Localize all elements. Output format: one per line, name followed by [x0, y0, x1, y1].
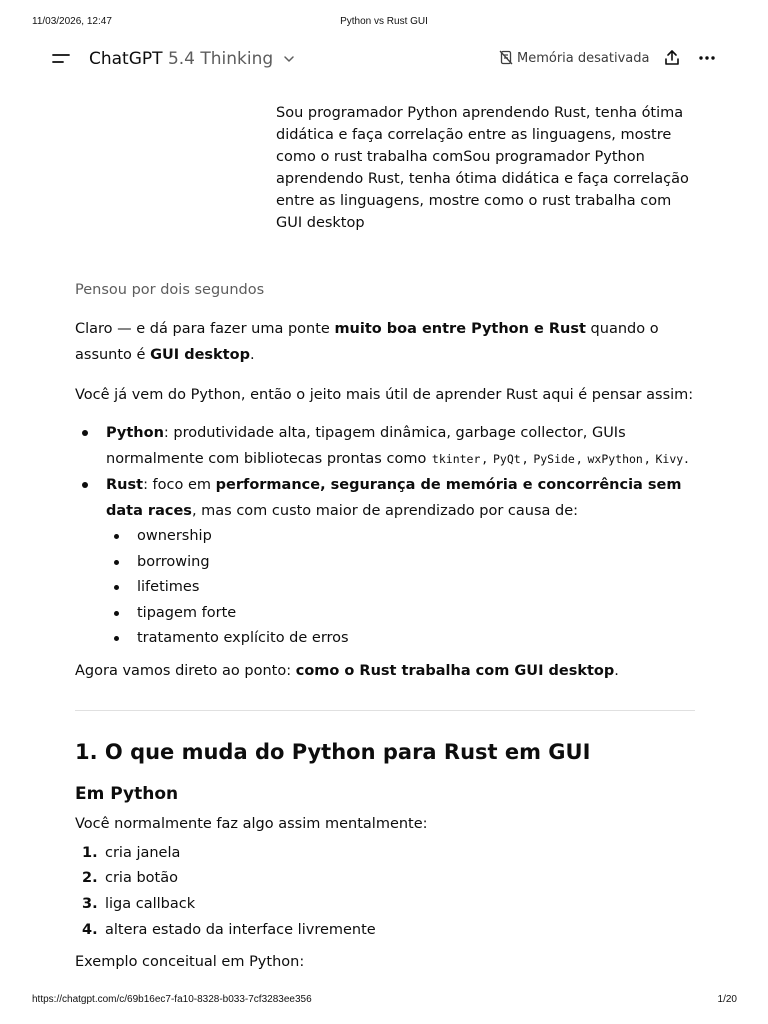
list-item-python: Python: produtividade alta, tipagem dinâmica, garbage collector, GUIs normalmente com bibliotecas prontas como tkinter , PyQt , PySide , wxPython , Kivy.: [75, 420, 695, 472]
list-item: borrowing: [106, 550, 695, 576]
inline-code: wxPython: [587, 452, 643, 466]
comparison-list: [75, 420, 695, 652]
more-icon: [697, 48, 717, 68]
user-message: Sou programador Python aprendendo Rust, tenha ótima didática e faça correlação entre as linguagens, mostre como o rust trabalha comSou programador Python aprendendo Rust, tenha ótima didática e faça correlação entre as linguagens, mostre como o rust trabalha com GUI desktop: [276, 105, 689, 231]
model-version: 5.4 Thinking: [162, 49, 274, 69]
list-item: 1. cria janela: [82, 844, 181, 861]
list-item: 2. cria botão: [82, 870, 178, 887]
print-footer: [0, 994, 768, 1008]
inline-code: PyQt: [493, 452, 521, 466]
more-options-button[interactable]: [697, 48, 717, 68]
assistant-message: [75, 278, 695, 975]
direct-paragraph: Agora vamos direto ao ponto: como o Rust trabalha com GUI desktop.: [75, 662, 619, 679]
intro-paragraph: Claro — e dá para fazer uma ponte muito boa entre Python e Rust quando o assunto é GUI desktop.: [75, 321, 659, 363]
print-datetime: 11/03/2026, 12:47: [32, 16, 112, 27]
section-heading: 1. O que muda do Python para Rust em GUI: [75, 739, 591, 764]
steps-list: [75, 841, 695, 944]
lead-paragraph: Você já vem do Python, então o jeito mais útil de aprender Rust aqui é pensar assim:: [75, 387, 694, 403]
list-item: 4. altera estado da interface livremente: [82, 921, 376, 938]
print-url: https://chatgpt.com/c/69b16ec7-fa10-8328-b033-7cf3283ee356: [32, 994, 312, 1005]
list-item: lifetimes: [106, 575, 695, 601]
subsection-heading: Em Python: [75, 783, 179, 804]
thought-duration[interactable]: Pensou por dois segundos: [75, 282, 265, 298]
list-item: tratamento explícito de erros: [106, 626, 695, 652]
list-item: tipagem forte: [106, 601, 695, 627]
memory-status-button[interactable]: [499, 49, 649, 69]
sidebar-toggle-button[interactable]: [50, 49, 72, 69]
list-item-rust: Rust: foco em performance, segurança de memória e concorrência sem data races, mas com custo maior de aprendizado por causa de: ownership borrowing lifetimes tipagem forte tratamento explícito de erros: [75, 472, 695, 652]
inline-code: Kivy: [655, 452, 684, 466]
print-header: [0, 16, 768, 30]
inline-code: PySide: [533, 452, 575, 466]
print-doc-title: Python vs Rust GUI: [340, 16, 428, 27]
model-selector[interactable]: [89, 48, 295, 70]
list-item: ownership: [106, 524, 695, 550]
inline-code: tkinter: [431, 452, 481, 466]
memory-off-icon: [499, 50, 513, 65]
share-icon: [662, 48, 682, 68]
model-brand: ChatGPT: [89, 49, 163, 69]
chevron-down-icon: [283, 53, 295, 65]
menu-icon: [50, 49, 72, 69]
section-divider: [75, 710, 695, 711]
share-button[interactable]: [662, 48, 682, 68]
memory-label: Memória desativada: [517, 51, 650, 66]
list-item: 3. liga callback: [82, 895, 196, 912]
rust-concepts-list: [106, 524, 695, 652]
top-bar: [0, 40, 768, 78]
print-page-number: 1/20: [717, 994, 737, 1005]
python-intro-paragraph: Você normalmente faz algo assim mentalmente:: [75, 815, 428, 832]
example-label: Exemplo conceitual em Python:: [75, 954, 305, 971]
